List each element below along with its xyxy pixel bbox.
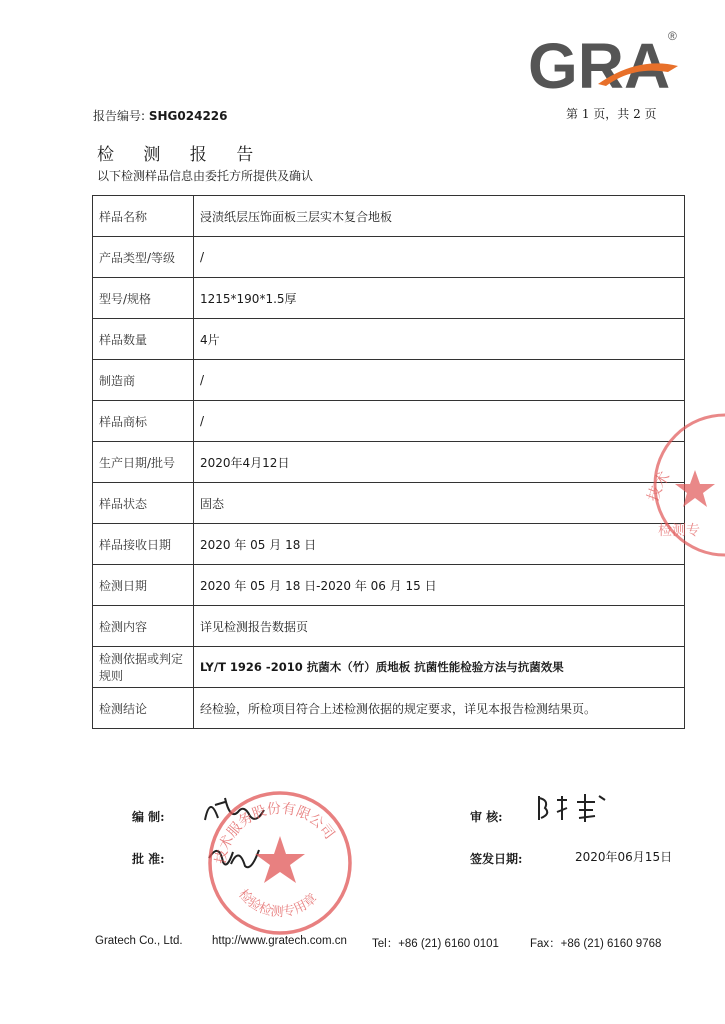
row-label: 样品接收日期 <box>93 524 194 565</box>
row-label: 样品数量 <box>93 319 194 360</box>
issue-date-label: 签发日期: <box>470 852 523 866</box>
row-value: 浸渍纸层压饰面板三层实木复合地板 <box>194 196 685 237</box>
row-label: 检测内容 <box>93 606 194 647</box>
footer-company: Gratech Co., Ltd. <box>95 935 183 947</box>
table-row <box>93 524 685 565</box>
table-row <box>93 196 685 237</box>
row-label: 样品名称 <box>93 196 194 237</box>
row-label: 样品状态 <box>93 483 194 524</box>
footer-fax: Fax：+86 (21) 6160 9768 <box>530 938 662 950</box>
row-label: 检测依据或判定规则 <box>93 647 194 688</box>
seal-top-text: 技术服务股份有限公司 <box>212 800 338 866</box>
row-label: 检测结论 <box>93 688 194 729</box>
official-seal <box>205 788 355 938</box>
compiled-label: 编 制: <box>132 810 165 824</box>
table-row <box>93 319 685 360</box>
row-label: 检测日期 <box>93 565 194 606</box>
page-subtitle: 以下检测样品信息由委托方所提供及确认 <box>97 169 314 183</box>
reviewed-label: 审 核: <box>470 810 503 824</box>
registered-mark: ® <box>668 29 677 43</box>
row-label: 产品类型/等级 <box>93 237 194 278</box>
row-label: 生产日期/批号 <box>93 442 194 483</box>
seal-bottom-text: 检验检测专用章 <box>235 886 321 921</box>
row-value: LY/T 1926 -2010 抗菌木（竹）质地板 抗菌性能检验方法与抗菌效果 <box>194 647 685 688</box>
table-row <box>93 606 685 647</box>
table-row <box>93 237 685 278</box>
row-value: / <box>194 401 685 442</box>
row-value: 2020 年 05 月 18 日-2020 年 06 月 15 日 <box>194 565 685 606</box>
row-value: 固态 <box>194 483 685 524</box>
partial-seal-bottom-text: 检测专 <box>658 523 700 539</box>
row-value: 经检验，所检项目符合上述检测依据的规定要求，详见本报告检测结果页。 <box>194 688 685 729</box>
table-row <box>93 278 685 319</box>
reviewed-signature <box>535 790 615 826</box>
table-row <box>93 360 685 401</box>
partial-seal-top-text: 技术 <box>643 468 674 504</box>
sample-info-table <box>92 195 685 729</box>
partial-seal <box>640 410 725 560</box>
svg-text:技术 <box>644 468 674 504</box>
row-value: / <box>194 360 685 401</box>
gra-logo <box>528 26 688 96</box>
logo-text: GRA <box>528 30 671 96</box>
row-value: 1215*190*1.5厚 <box>194 278 685 319</box>
table-row <box>93 483 685 524</box>
row-value: 2020年4月12日 <box>194 442 685 483</box>
page-indicator: 第 1 页，共 2 页 <box>566 107 657 121</box>
row-value: 2020 年 05 月 18 日 <box>194 524 685 565</box>
table-row <box>93 442 685 483</box>
svg-text:检验检测专用章 <box>235 886 320 920</box>
star-icon <box>675 470 715 507</box>
row-value: / <box>194 237 685 278</box>
approved-label: 批 准: <box>132 852 165 866</box>
page-title: 检 测 报 告 <box>97 145 266 165</box>
table-row <box>93 565 685 606</box>
row-label: 制造商 <box>93 360 194 401</box>
star-icon <box>255 836 305 883</box>
report-number-label: 报告编号: <box>93 109 146 123</box>
footer-tel: Tel：+86 (21) 6160 0101 <box>372 938 499 950</box>
row-label: 型号/规格 <box>93 278 194 319</box>
footer-website[interactable]: http://www.gratech.com.cn <box>212 935 347 947</box>
table-row <box>93 647 685 688</box>
report-number-value: SHG024226 <box>148 109 228 123</box>
row-label: 样品商标 <box>93 401 194 442</box>
row-value: 4片 <box>194 319 685 360</box>
row-value: 详见检测报告数据页 <box>194 606 685 647</box>
table-row <box>93 688 685 729</box>
table-row <box>93 401 685 442</box>
issue-date-value: 2020年06月15日 <box>575 850 673 864</box>
report-number <box>93 107 228 124</box>
